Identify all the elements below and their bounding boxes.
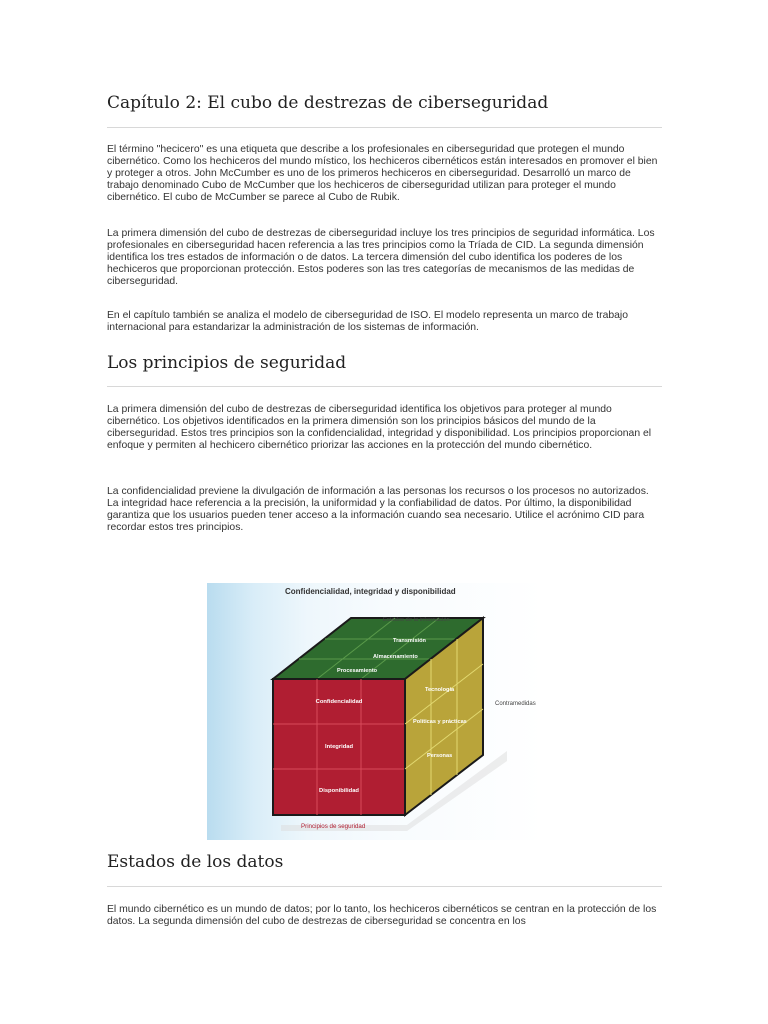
data-states-paragraph: El mundo cibernético es un mundo de datos; por lo tanto, los hechiceros cibernéticos se centran en la protección de los datos. La segunda dimensión del cubo de destrezas de ciberseguridad se concentra en los	[107, 904, 657, 927]
principles-paragraph: La primera dimensión del cubo de destrezas de ciberseguridad identifica los objetivos para proteger al mundo cibernético. Los objetivos identificados en la primera dimensión son los principios básicos del mundo de la ciberseguridad. Estos tres principios son la confidencialidad, integridad y disponibilidad. Los principios proporcionan el enfoque y permiten al hechicero cibernético priorizar las acciones en la protección del mundo cibernético.	[107, 404, 652, 451]
heading-divider	[107, 886, 662, 887]
dimensions-paragraph: La primera dimensión del cubo de destrezas de ciberseguridad incluye los tres principios de seguridad informática. Los profesionales en ciberseguridad hacen referencia a las tres principios como la Tríada de CID. La segunda dimensión identifica los tres estados de información o de datos. La tercera dimensión del cubo identifica los poderes de los hechiceros que proporcionan protección. Estos poderes son las tres categorías de mecanismos de las medidas de ciberseguridad.	[107, 228, 655, 287]
data-states-heading: Estados de los datos	[107, 852, 284, 872]
top-label-storage: Almacenamiento	[373, 654, 418, 660]
security-principles-heading: Los principios de seguridad	[107, 353, 347, 373]
cid-paragraph: La confidencialidad previene la divulgación de información a las personas los recursos o los procesos no autorizados. La integridad hace referencia a la precisión, la uniformidad y la confiabilidad de datos. Por último, la disponibilidad garantiza que los usuarios pueden tener acceso a la información cuando sea necesario. Utilice el acrónimo CID para recordar estos tres principios.	[107, 486, 649, 533]
information-states-caption: Estados de la información	[383, 617, 450, 623]
chapter-heading: Capítulo 2: El cubo de destrezas de ciberseguridad	[107, 93, 549, 113]
security-principles-caption: Principios de seguridad	[301, 823, 366, 830]
cube-illustration	[207, 583, 543, 840]
side-label-policies: Políticas y prácticas	[413, 719, 467, 725]
countermeasures-caption: Contramedidas	[495, 701, 536, 707]
side-label-people: Personas	[427, 753, 453, 759]
heading-divider	[107, 386, 662, 387]
top-label-transmission: Transmisión	[393, 638, 426, 644]
front-label-availability: Disponibilidad	[319, 788, 359, 794]
mccumber-cube-figure	[207, 583, 543, 840]
intro-paragraph: El término "hecicero" es una etiqueta que describe a los profesionales en ciberseguridad que protegen el mundo cibernético. Como los hechiceros del mundo místico, los hechiceros cibernéticos están interesados en promover el bien y proteger a otros. John McCumber es uno de los primeros hechiceros en ciberseguridad. Desarrolló un marco de trabajo denominado Cubo de McCumber que los hechiceros de ciberseguridad utilizan para proteger el mundo cibernético. El cubo de McCumber se parece al Cubo de Rubik.	[107, 144, 658, 203]
heading-divider	[107, 127, 662, 128]
iso-paragraph: En el capítulo también se analiza el modelo de ciberseguridad de ISO. El modelo representa un marco de trabajo internacional para estandarizar la administración de los sistemas de información.	[107, 310, 628, 333]
side-label-technology: Tecnología	[425, 687, 455, 693]
front-label-integrity: Integridad	[324, 744, 354, 750]
figure-title: Confidencialidad, integridad y disponibilidad	[285, 587, 456, 596]
front-label-confidentiality: Confidencialidad	[315, 699, 363, 705]
top-label-processing: Procesamiento	[337, 668, 378, 674]
